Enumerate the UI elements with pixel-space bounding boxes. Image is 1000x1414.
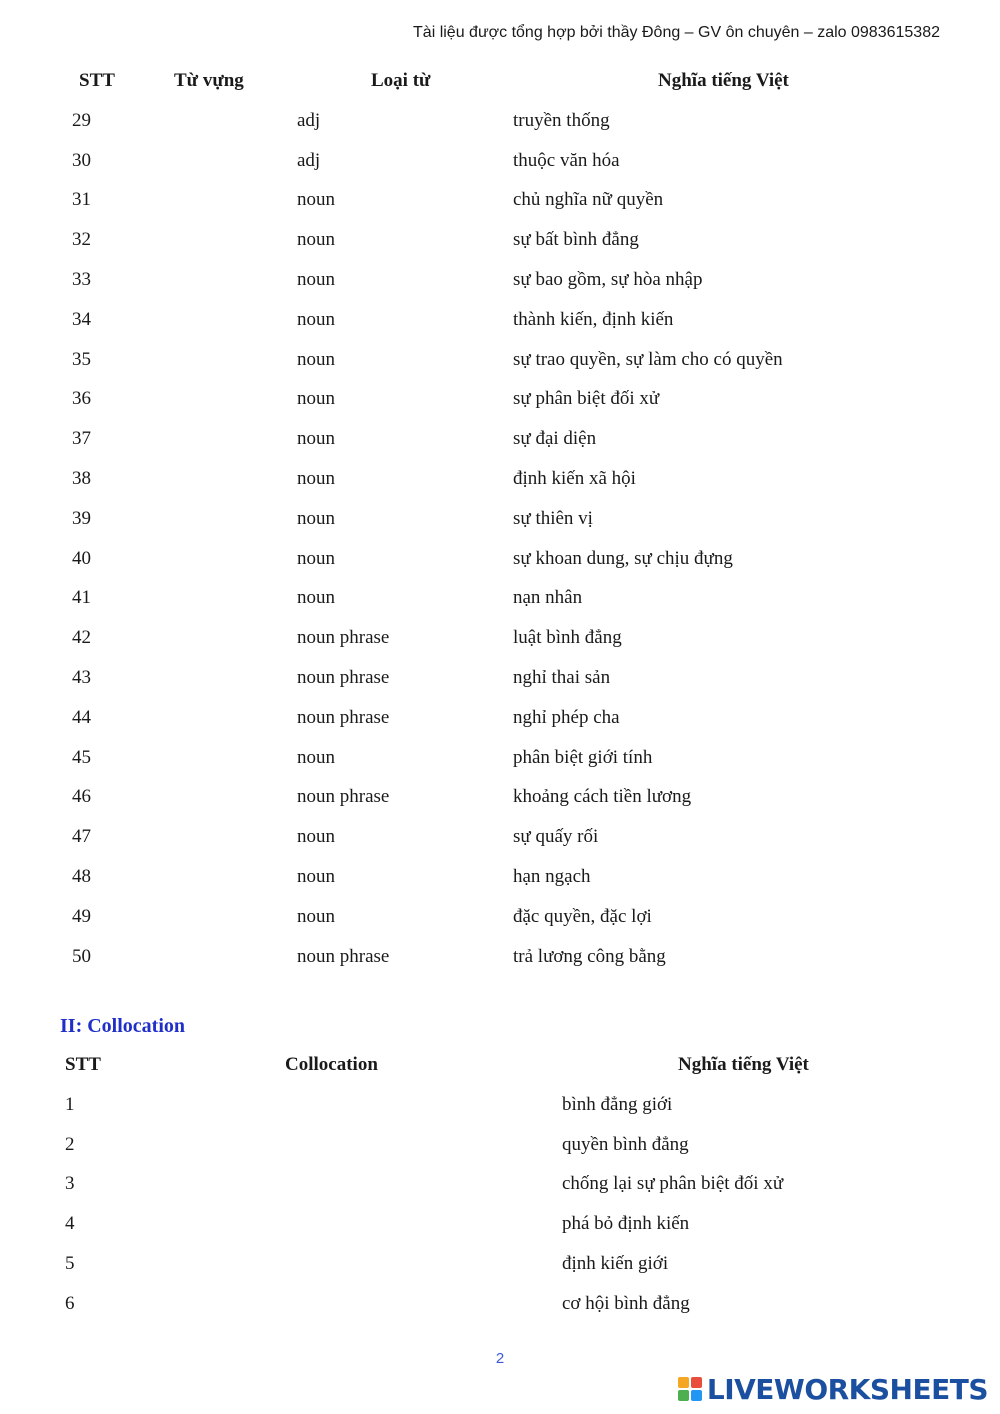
row-stt: 31 bbox=[72, 189, 91, 211]
header-stt: STT bbox=[65, 1054, 101, 1075]
row-stt: 33 bbox=[72, 268, 91, 290]
row-word-type: noun phrase bbox=[297, 945, 390, 967]
row-stt: 45 bbox=[72, 746, 91, 768]
row-word-type: noun phrase bbox=[297, 627, 390, 649]
row-stt: 47 bbox=[72, 826, 91, 848]
row-stt: 41 bbox=[72, 587, 91, 609]
table-row bbox=[0, 420, 1000, 460]
table-row bbox=[0, 1245, 1000, 1285]
row-meaning: trả lương công bằng bbox=[513, 945, 666, 967]
row-word-type: noun bbox=[297, 388, 335, 410]
row-stt: 37 bbox=[72, 428, 91, 450]
row-word-type: noun bbox=[297, 467, 335, 489]
row-meaning: sự trao quyền, sự làm cho có quyền bbox=[513, 348, 783, 370]
header-collocation: Collocation bbox=[285, 1054, 378, 1075]
table-row bbox=[0, 938, 1000, 978]
table-row bbox=[0, 1205, 1000, 1245]
row-meaning: sự khoan dung, sự chịu đựng bbox=[513, 547, 733, 569]
row-word-type: noun bbox=[297, 746, 335, 768]
row-word-type: noun bbox=[297, 348, 335, 370]
row-stt: 42 bbox=[72, 627, 91, 649]
table-row bbox=[0, 1126, 1000, 1166]
table-header-row bbox=[0, 62, 1000, 102]
row-word-type: noun phrase bbox=[297, 666, 390, 688]
row-meaning: sự bao gồm, sự hòa nhập bbox=[513, 268, 703, 290]
row-word-type: noun bbox=[297, 189, 335, 211]
table-row bbox=[0, 699, 1000, 739]
row-word-type: noun bbox=[297, 507, 335, 529]
table-header-row bbox=[0, 1046, 1000, 1086]
row-stt: 4 bbox=[65, 1213, 75, 1235]
row-meaning: sự quấy rối bbox=[513, 826, 599, 848]
row-stt: 36 bbox=[72, 388, 91, 410]
table-row bbox=[0, 858, 1000, 898]
row-meaning: sự thiên vị bbox=[513, 507, 593, 529]
row-word-type: noun bbox=[297, 547, 335, 569]
row-meaning: định kiến xã hội bbox=[513, 467, 636, 489]
table-row bbox=[0, 500, 1000, 540]
row-stt: 43 bbox=[72, 666, 91, 688]
vocabulary-table bbox=[0, 62, 1000, 977]
row-stt: 5 bbox=[65, 1252, 75, 1274]
table-row bbox=[0, 460, 1000, 500]
row-stt: 35 bbox=[72, 348, 91, 370]
row-stt: 39 bbox=[72, 507, 91, 529]
row-meaning: sự đại diện bbox=[513, 428, 597, 450]
row-meaning: bình đẳng giới bbox=[562, 1093, 673, 1115]
table-row bbox=[0, 659, 1000, 699]
row-meaning: thành kiến, định kiến bbox=[513, 308, 674, 330]
row-meaning: nghỉ phép cha bbox=[513, 706, 620, 728]
row-stt: 49 bbox=[72, 905, 91, 927]
collocation-table bbox=[0, 1046, 1000, 1325]
table-row bbox=[0, 1086, 1000, 1126]
row-meaning: truyền thống bbox=[513, 109, 610, 131]
table-row bbox=[0, 301, 1000, 341]
row-meaning: chống lại sự phân biệt đối xử bbox=[562, 1173, 784, 1195]
table-row bbox=[0, 540, 1000, 580]
brand-logo[interactable] bbox=[677, 1372, 988, 1406]
table-row bbox=[0, 1285, 1000, 1325]
section-title: II: Collocation bbox=[60, 1015, 185, 1037]
table-row bbox=[0, 778, 1000, 818]
row-meaning: luật bình đẳng bbox=[513, 627, 622, 649]
row-word-type: noun bbox=[297, 308, 335, 330]
row-stt: 44 bbox=[72, 706, 91, 728]
row-stt: 34 bbox=[72, 308, 91, 330]
row-meaning: phân biệt giới tính bbox=[513, 746, 653, 768]
page-header: Tài liệu được tổng hợp bởi thầy Đông – GV ôn chuyên – zalo 0983615382 bbox=[413, 24, 940, 41]
liveworksheets-logo-icon bbox=[677, 1376, 703, 1402]
row-stt: 29 bbox=[72, 109, 91, 131]
row-stt: 2 bbox=[65, 1133, 75, 1155]
table-row bbox=[0, 221, 1000, 261]
row-word-type: noun bbox=[297, 229, 335, 251]
table-row bbox=[0, 898, 1000, 938]
table-row bbox=[0, 619, 1000, 659]
row-stt: 50 bbox=[72, 945, 91, 967]
row-stt: 32 bbox=[72, 229, 91, 251]
row-word-type: noun bbox=[297, 268, 335, 290]
row-meaning: phá bỏ định kiến bbox=[562, 1213, 690, 1235]
row-word-type: noun phrase bbox=[297, 706, 390, 728]
row-meaning: nghỉ thai sản bbox=[513, 666, 611, 688]
table-row bbox=[0, 380, 1000, 420]
brand-text: LIVEWORKSHEETS bbox=[706, 1372, 988, 1406]
row-meaning: đặc quyền, đặc lợi bbox=[513, 905, 652, 927]
row-meaning: quyền bình đẳng bbox=[562, 1133, 689, 1155]
header-word-type: Loại từ bbox=[371, 70, 431, 91]
header-meaning: Nghĩa tiếng Việt bbox=[678, 1054, 809, 1075]
row-stt: 6 bbox=[65, 1292, 75, 1314]
row-stt: 48 bbox=[72, 865, 91, 887]
row-stt: 30 bbox=[72, 149, 91, 171]
row-meaning: chủ nghĩa nữ quyền bbox=[513, 189, 664, 211]
row-stt: 1 bbox=[65, 1093, 75, 1115]
table-row bbox=[0, 579, 1000, 619]
row-meaning: hạn ngạch bbox=[513, 865, 591, 887]
row-meaning: định kiến giới bbox=[562, 1252, 669, 1274]
row-word-type: noun bbox=[297, 826, 335, 848]
page-number: 2 bbox=[495, 1350, 505, 1367]
header-vocab: Từ vựng bbox=[174, 70, 244, 91]
row-stt: 40 bbox=[72, 547, 91, 569]
row-stt: 38 bbox=[72, 467, 91, 489]
table-row bbox=[0, 261, 1000, 301]
row-word-type: noun bbox=[297, 587, 335, 609]
row-word-type: noun bbox=[297, 428, 335, 450]
row-stt: 3 bbox=[65, 1173, 75, 1195]
header-meaning: Nghĩa tiếng Việt bbox=[658, 70, 789, 91]
row-meaning: nạn nhân bbox=[513, 587, 583, 609]
row-word-type: noun phrase bbox=[297, 786, 390, 808]
row-meaning: thuộc văn hóa bbox=[513, 149, 620, 171]
row-word-type: noun bbox=[297, 865, 335, 887]
table-row bbox=[0, 181, 1000, 221]
row-meaning: khoảng cách tiền lương bbox=[513, 786, 692, 808]
table-row bbox=[0, 818, 1000, 858]
row-meaning: sự phân biệt đối xử bbox=[513, 388, 660, 410]
row-stt: 46 bbox=[72, 786, 91, 808]
header-stt: STT bbox=[79, 70, 115, 91]
table-row bbox=[0, 102, 1000, 142]
table-row bbox=[0, 739, 1000, 779]
row-meaning: cơ hội bình đẳng bbox=[562, 1292, 690, 1314]
row-word-type: adj bbox=[297, 109, 321, 131]
row-meaning: sự bất bình đẳng bbox=[513, 229, 639, 251]
table-row bbox=[0, 1165, 1000, 1205]
row-word-type: adj bbox=[297, 149, 321, 171]
table-row bbox=[0, 341, 1000, 381]
row-word-type: noun bbox=[297, 905, 335, 927]
table-row bbox=[0, 142, 1000, 182]
